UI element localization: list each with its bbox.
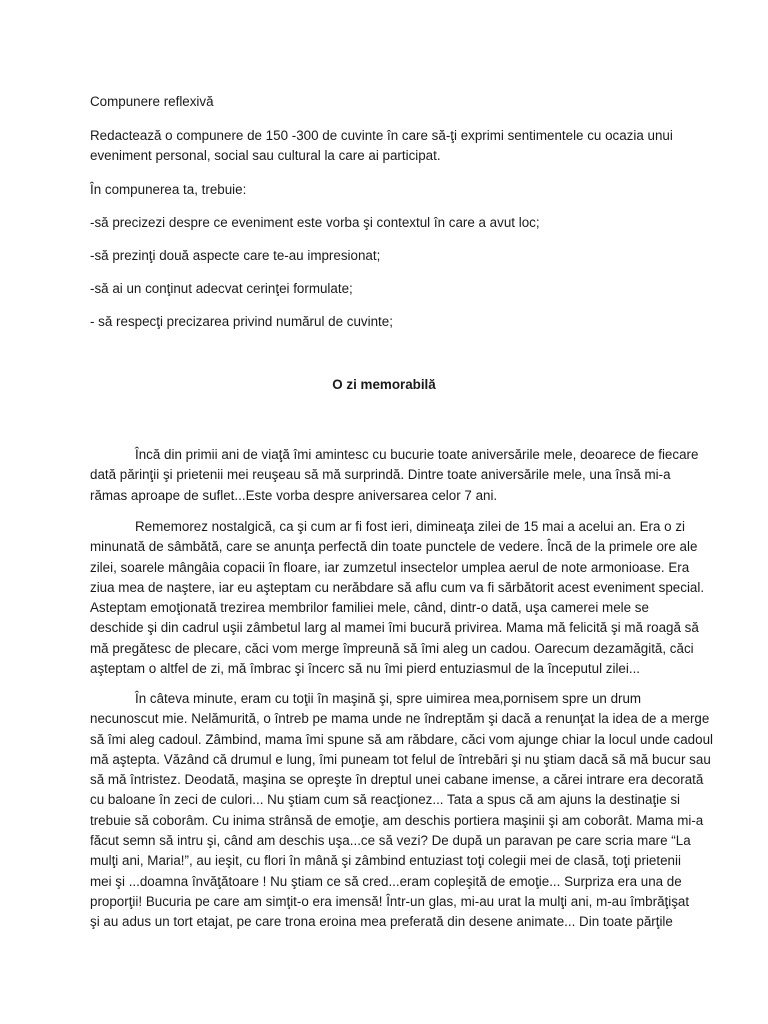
- paragraph-line: mulţi ani, Maria!”, au ieşit, cu flori în mână şi zâmbind entuziast toţi colegii mei de clasă, toţi prietenii: [90, 853, 681, 869]
- paragraph-line: Rememorez nostalgică, ca şi cum ar fi fost ieri, dimineaţa zilei de 15 mai a acelui an. Era o zi: [135, 519, 685, 534]
- paragraph-line: rămas aproape de suflet...Este vorba despre aniversarea celor 7 ani.: [90, 487, 498, 503]
- heading-line: Compunere reflexivă: [90, 94, 214, 109]
- requirements-intro: [90, 180, 680, 200]
- paragraph-line: să îmi aleg cadoul. Zâmbind, mama îmi spune să am răbdare, căci vom ajunge chiar la locul unde cadoul: [90, 731, 713, 747]
- paragraph-line: să mă întristez. Deodată, maşina se opreşte în dreptul unei cabane imense, a cărei intrare era decorată: [90, 772, 704, 788]
- requirement-line: -să ai un conţinut adecvat cerinţei formulate;: [90, 281, 353, 296]
- requirement-line: -să precizezi despre ce eveniment este vorba şi contextul în care a avut loc;: [90, 215, 540, 230]
- requirement-item: [90, 246, 680, 266]
- paragraph-line: deschide şi din cadrul uşii zâmbetul larg al mamei îmi bucură privirea. Mama mă felicită şi mă roagă să: [90, 620, 699, 636]
- task-line: eveniment personal, social sau cultural la care ai participat.: [90, 148, 441, 164]
- paragraph-line: mă pregătesc de plecare, căci vom merge împreună să îmi aleg un cadou. Oarecum dezamăgită, căci: [90, 640, 694, 656]
- essay-paragraph: [90, 517, 705, 679]
- paragraph-line: zilei, soarele mângâia copacii în floare, iar zumzetul insectelor umplea aerul de note armonioase. Era: [90, 559, 690, 575]
- requirement-item: [90, 279, 680, 299]
- paragraph-line: făcut semn să intru şi, când am deschis uşa...ce să vezi? De după un paravan pe care scria mare “La: [90, 833, 691, 849]
- essay-paragraph: [90, 689, 713, 933]
- paragraph-line: mă aştepta. Văzând că drumul e lung, îmi puneam tot felul de întrebări şi nu ştiam dacă să mă bucur sau: [90, 751, 711, 767]
- paragraph-line: necunoscut mie. Nelămurită, o întreb pe mama unde ne îndreptăm şi dacă a renunţat la idea de a merge: [90, 711, 710, 727]
- requirement-item: [90, 312, 680, 332]
- requirement-line: - să respecţi precizarea privind numărul de cuvinte;: [90, 314, 393, 329]
- requirement-item: [90, 213, 680, 233]
- requirement-line: -să prezinţi două aspecte care te-au impresionat;: [90, 248, 381, 263]
- paragraph-line: cu baloane în zeci de culori... Nu ştiam cum să reacţionez... Tata a spus că am ajuns la destinaţie si: [90, 792, 680, 808]
- paragraph-line: minunată de sâmbătă, care se anunţa perfectă din toate punctele de vedere. Încă de la primele ore ale: [90, 539, 698, 555]
- paragraph-line: Încă din primii ani de viaţă îmi amintesc cu bucurie toate aniversările mele, deoarece de fiecare: [135, 447, 699, 462]
- paragraph-line: Asteptam emoţionată trezirea membrilor familiei mele, când, dintr-o dată, uşa camerei mele se: [90, 600, 649, 616]
- paragraph-line: mei şi ...doamna învăţătoare ! Nu ştiam ce să cred...eram copleşită de emoţie... Surpriza era una de: [90, 873, 682, 889]
- paragraph-line: trebuie să coborâm. Cu inima strânsă de emoţie, am deschis portiera maşinii şi am coborât. Mama mi-a: [90, 812, 704, 828]
- paragraph-line: şi au adus un tort etajat, pe care trona eroina mea preferată din desene animate... Din toate părţile: [90, 914, 673, 930]
- essay-title: O zi memorabilă: [332, 377, 436, 392]
- paragraph-line: proporţii! Bucuria pe care am simţit-o era imensă! Într-un glas, mi-au urat la mulţi ani, m-au îmbrăţişat: [90, 893, 690, 909]
- essay-paragraph: [90, 445, 699, 506]
- intro-line: În compunerea ta, trebuie:: [90, 182, 247, 197]
- document-heading: [90, 92, 680, 112]
- paragraph-line: ziua mea de naştere, iar eu aşteptam cu nerăbdare să aflu cum va fi sărbătorit acest eveniment special.: [90, 579, 705, 595]
- task-statement: [90, 126, 680, 167]
- paragraph-line: În câteva minute, eram cu toţii în maşină şi, spre uimirea mea,pornisem spre un drum: [135, 691, 642, 706]
- paragraph-line: dată părinţii şi prietenii mei reuşeau să mă surprindă. Dintre toate aniversările mele, una însă mi-a: [90, 467, 671, 483]
- paragraph-line: aşteptam o altfel de zi, mă îmbrac şi încerc să nu îmi pierd entuziasmul de la începutul zilei...: [90, 661, 641, 677]
- task-line: Redactează o compunere de 150 -300 de cuvinte în care să-ţi exprimi sentimentele cu ocazia unui: [90, 128, 673, 143]
